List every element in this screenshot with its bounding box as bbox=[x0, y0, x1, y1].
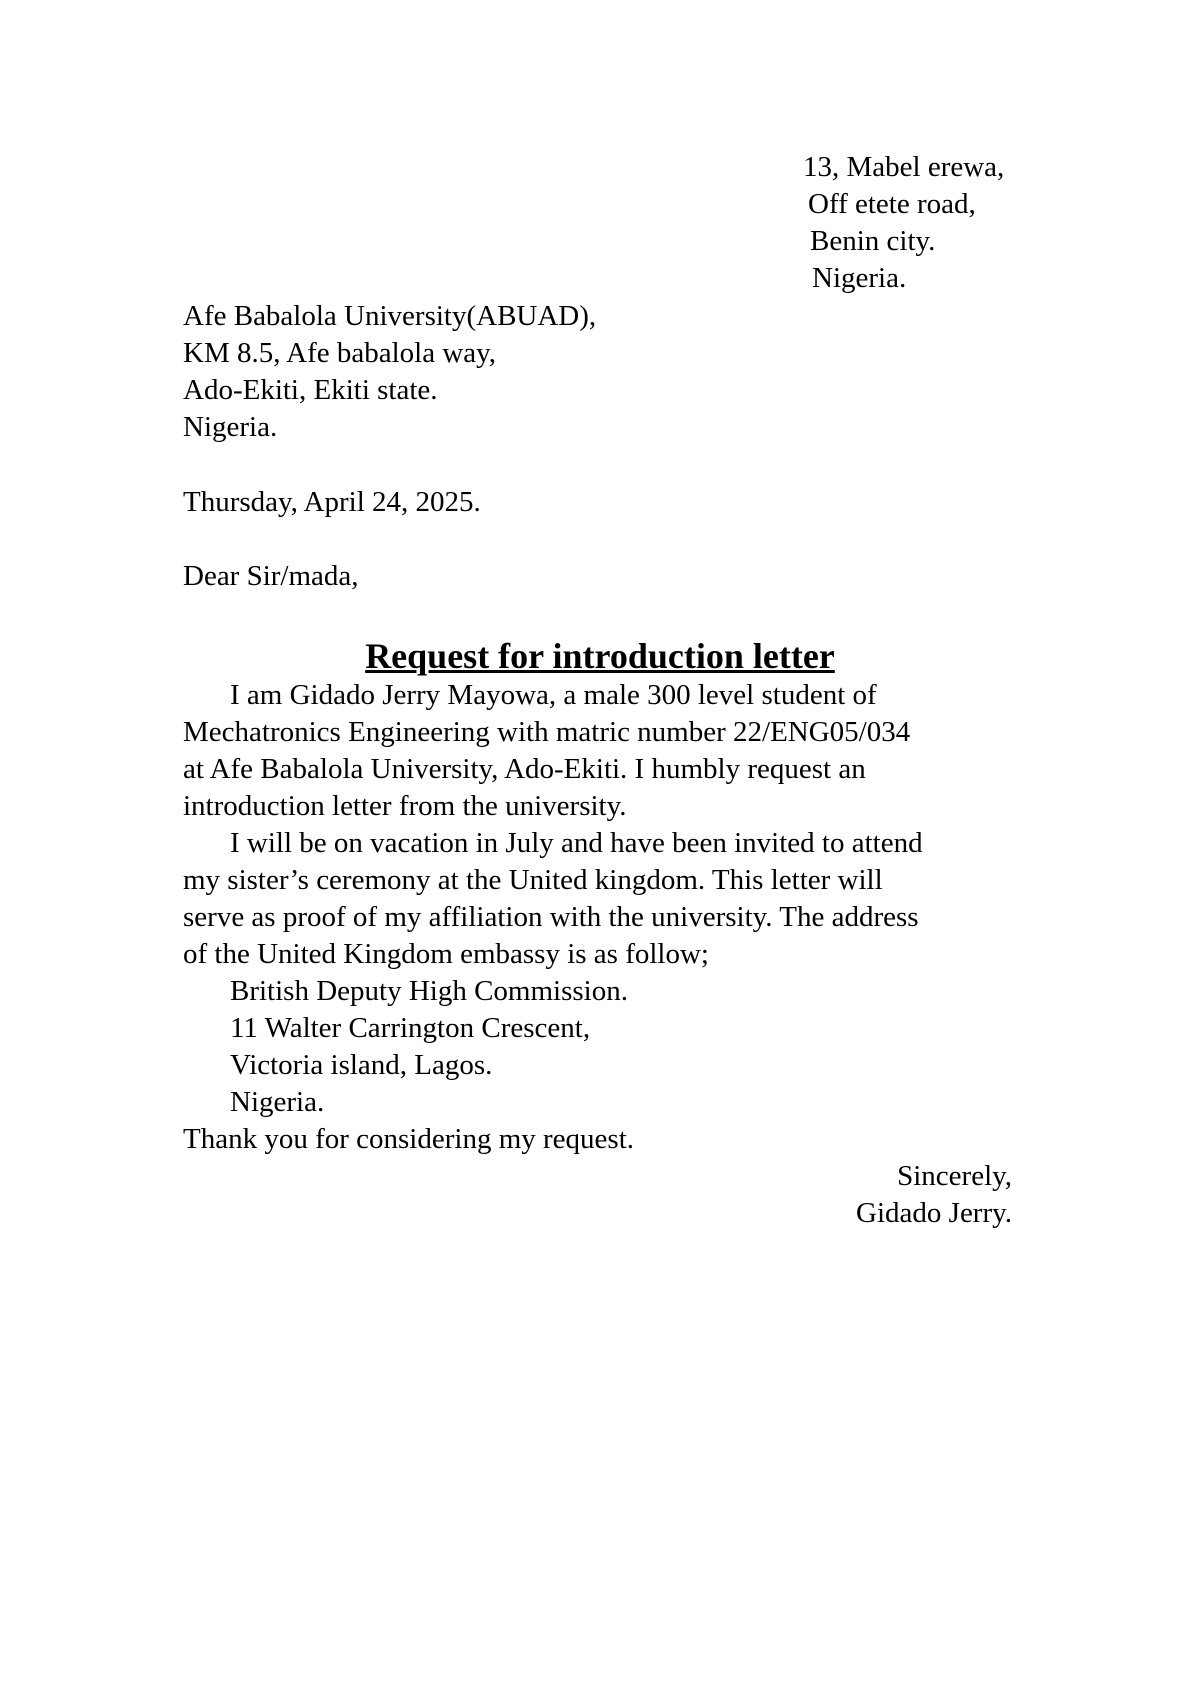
embassy-address-line: 11 Walter Carrington Crescent, bbox=[230, 1012, 591, 1044]
embassy-address-line: British Deputy High Commission. bbox=[230, 975, 628, 1007]
body-line: at Afe Babalola University, Ado-Ekiti. I humbly request an bbox=[183, 753, 866, 785]
body-line: of the United Kingdom embassy is as follow; bbox=[183, 938, 709, 970]
sender-address-line: 13, Mabel erewa, bbox=[803, 151, 1005, 183]
embassy-address-line: Victoria island, Lagos. bbox=[230, 1049, 493, 1081]
salutation: Dear Sir/mada, bbox=[183, 560, 359, 592]
recipient-address-line: Ado-Ekiti, Ekiti state. bbox=[183, 374, 438, 406]
body-line: I am Gidado Jerry Mayowa, a male 300 level student of bbox=[230, 679, 877, 711]
recipient-address-line: Nigeria. bbox=[183, 411, 278, 443]
valediction: Sincerely, bbox=[897, 1160, 1012, 1192]
sender-address-line: Benin city. bbox=[810, 225, 936, 257]
closing-line: Thank you for considering my request. bbox=[183, 1123, 635, 1155]
body-line: I will be on vacation in July and have been invited to attend bbox=[230, 827, 923, 859]
letter-title: Request for introduction letter bbox=[365, 636, 835, 676]
sender-address-line: Nigeria. bbox=[812, 262, 907, 294]
recipient-address-line: Afe Babalola University(ABUAD), bbox=[183, 300, 597, 332]
embassy-address-line: Nigeria. bbox=[230, 1086, 325, 1118]
signer-name: Gidado Jerry. bbox=[856, 1197, 1012, 1229]
body-line: Mechatronics Engineering with matric number 22/ENG05/034 bbox=[183, 716, 911, 748]
letter-date: Thursday, April 24, 2025. bbox=[183, 486, 481, 518]
body-line: my sister’s ceremony at the United kingdom. This letter will bbox=[183, 864, 883, 896]
body-line: introduction letter from the university. bbox=[183, 790, 627, 822]
body-line: serve as proof of my affiliation with the university. The address bbox=[183, 901, 919, 933]
recipient-address-line: KM 8.5, Afe babalola way, bbox=[183, 337, 497, 369]
sender-address-line: Off etete road, bbox=[808, 188, 976, 220]
